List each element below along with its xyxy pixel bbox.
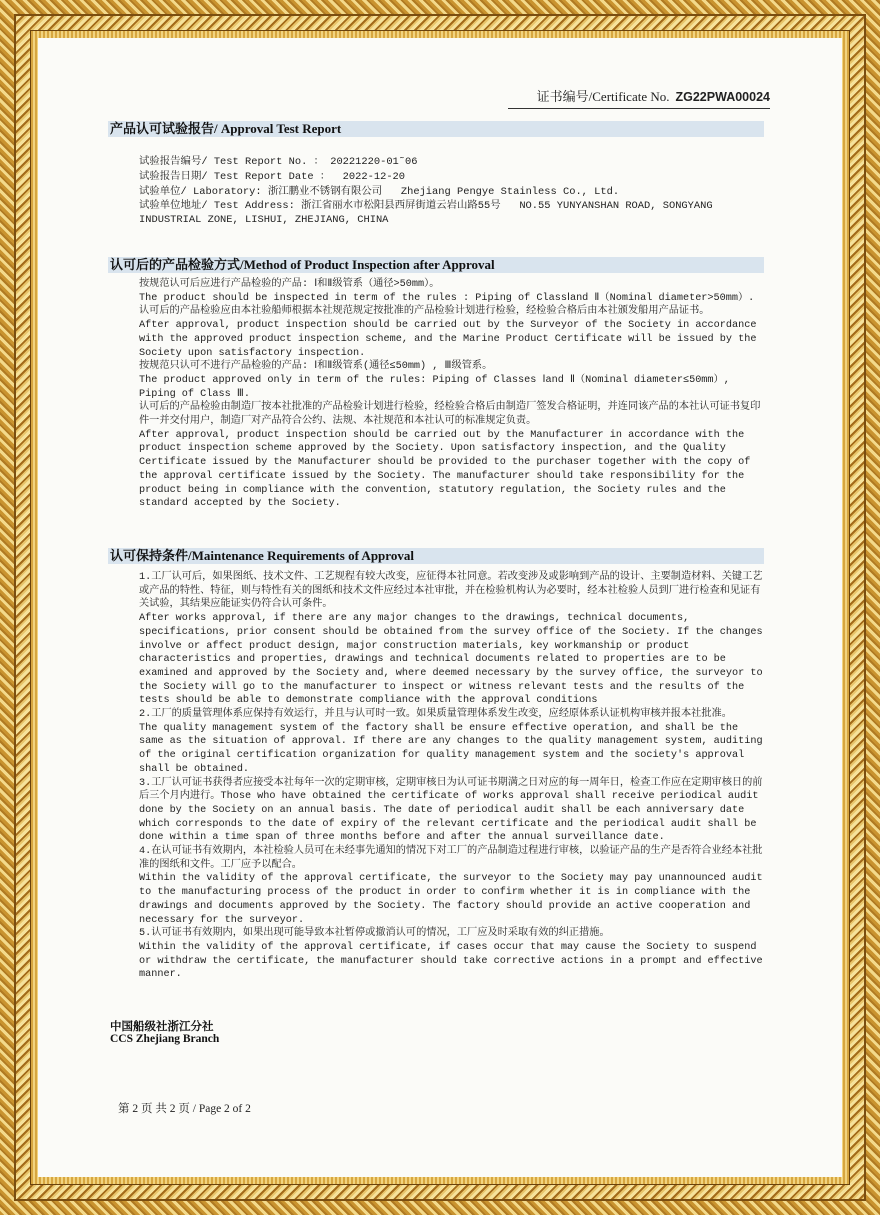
paragraph: 认可后的产品检验应由本社验船师根据本社规范规定按批准的产品检验计划进行检验，经检验合格后由本社颁发船用产品证书。 [139, 306, 710, 318]
issuer-name-en: CCS Zhejiang Branch [110, 1033, 220, 1045]
maintenance-requirements-text [139, 571, 769, 982]
page-number: 第 2 页 共 2 页 / Page 2 of 2 [118, 1103, 251, 1115]
test-report-info [139, 155, 764, 227]
paragraph: Within the validity of the approval certificate, the surveyor to the Society may pay unannounced audit to the manufacturing process of the product in order to confirm whether it is in compliance with the drawings and documents approved by the Society. The factory should provide an active cooperation and necessary for the surveyor. [139, 873, 769, 926]
test-report-no: 试验报告编号/ Test Report No. ： 20221220-01˜06 [139, 156, 418, 168]
paragraph: The product should be inspected in term of the rules : Piping of ClassⅠand Ⅱ（Nominal diameter>50mm）. [139, 292, 755, 304]
paragraph: 2.工厂的质量管理体系应保持有效运行，并且与认可时一致。如果质量管理体系发生改变，应经原体系认证机构审核并报本社批准。 [139, 709, 732, 721]
inspection-method-text [139, 278, 764, 511]
paragraph: After approval, product inspection should be carried out by the Surveyor of the Society in accordance with the approved product inspection scheme, and the Marine Product Certificate will be issued by the Society upon satisfactory inspection. [139, 320, 763, 359]
certificate-number-label: 证书编号/Certificate No. [536, 89, 670, 104]
section-heading-approval-test-report: 产品认可试验报告/ Approval Test Report [108, 121, 764, 137]
certificate-page [38, 38, 842, 1177]
certificate-number: ZG22PWA00024 [675, 90, 770, 104]
paragraph: 4.在认可证书有效期内，本社检验人员可在未经事先通知的情况下对工厂的产品制造过程进行审核，以验证产品的生产是否符合业经本社批准的图纸和文件。工厂应予以配合。 [139, 846, 763, 871]
test-address: 试验单位地址/ Test Address: 浙江省丽水市松阳县西屏街道云岩山路55号 NO.55 YUNYANSHAN ROAD, SONGYANG INDUSTRIAL ZONE, LISHUI, ZHEJIANG, CHINA [139, 200, 719, 226]
section-heading-maintenance-requirements: 认可保持条件/Maintenance Requirements of Approval [108, 548, 764, 564]
paragraph: 认可后的产品检验由制造厂按本社批准的产品检验计划进行检验，经检验合格后由制造厂签发合格证明，并连同该产品的本社认可证书复印件一并交付用户，制造厂对产品符合公约、法规、本社规范和本社认可的标准规定负责。 [139, 402, 761, 428]
paragraph: 按规范只认可不进行产品检验的产品: Ⅰ和Ⅱ级管系(通径≤50mm) , Ⅲ级管系。 [139, 361, 493, 373]
paragraph: After works approval, if there are any major changes to the drawings, technical documents, specifications, prior consent should be obtained from the survey office of the Society. If the changes involve or affect product design, major construction materials, key workmanship or product characteristics and properties, drawings and technical documents related to properties are to be examined and approved by the Society and, where deemed necessary by the survey office, the surveyor to the Society will go to the manufacturer to inspect or witness relevant tests and the results of the tests should be able to demonstrate compliance with the approval conditions [139, 613, 769, 707]
laboratory: 试验单位/ Laboratory: 浙江鹏业不锈钢有限公司 Zhejiang Pengye Stainless Co., Ltd. [139, 186, 620, 198]
paragraph: 按规范认可后应进行产品检验的产品: Ⅰ和Ⅱ级管系（通径>50mm）。 [139, 279, 440, 290]
section-heading-inspection-method: 认可后的产品检验方式/Method of Product Inspection after Approval [108, 257, 764, 273]
paragraph: 3.工厂认可证书获得者应接受本社每年一次的定期审核，定期审核日为认可证书期满之日对应的每一周年日，检查工作应在定期审核日的前后三个月内进行。Those who have obtained the certificate of works approval shall receive periodical audit done by the Society on an annual basis. The date of periodical audit shall be each anniversary date which corresponds to the date of expiry of the relevant certificate and the periodical audit shall be done within a time span of three months before and after the annual surveillance date. [139, 777, 765, 844]
paragraph: 1.工厂认可后，如果图纸、技术文件、工艺规程有较大改变，应征得本社同意。若改变涉及或影响到产品的设计、主要制造材料、关键工艺或产品的特性、特征，则与特性有关的图纸和技术文件应经过本社审批，并在检验机构认为必要时，经本社检验人员到厂进行检查和见证有关试验，其结果应能证实仍符合认可条件。 [139, 572, 763, 611]
paragraph: The quality management system of the factory shall be ensure effective operation, and shall be the same as the situation of approval. If there are any changes to the quality management system, auditing of the original certification organization for quality management system and the society's approval shall be obtained. [139, 722, 769, 775]
certificate-number-line [508, 86, 770, 109]
paragraph: The product approved only in term of the rules: Piping of Classes Ⅰand Ⅱ（Nominal diameter≤50mm）, Piping of Class Ⅲ. [139, 374, 736, 400]
test-report-date: 试验报告日期/ Test Report Date ： 2022-12-20 [139, 171, 406, 183]
paragraph: 5.认可证书有效期内，如果出现可能导致本社暂停或撤消认可的情况，工厂应及时采取有效的纠正措施。 [139, 928, 610, 940]
issuer-name-cn: 中国船级社浙江分社 [110, 1021, 214, 1033]
paragraph: After approval, product inspection should be carried out by the Manufacturer in accordance with the product inspection scheme approved by the Society. Upon satisfactory inspection, and the Quality Certificate issued by the Manufacturer should be provided to the purchaser together with the copy of the approval certificate issued by the Society. The manufacturer should take responsibility for the product being in compliance with the convention, statutory regulation, the Society rules and the standard accepted by the Society. [139, 429, 757, 510]
paragraph: Within the validity of the approval certificate, if cases occur that may cause the Society to suspend or withdraw the certificate, the manufacturer should take corrective actions in a prompt and effective manner. [139, 941, 769, 981]
